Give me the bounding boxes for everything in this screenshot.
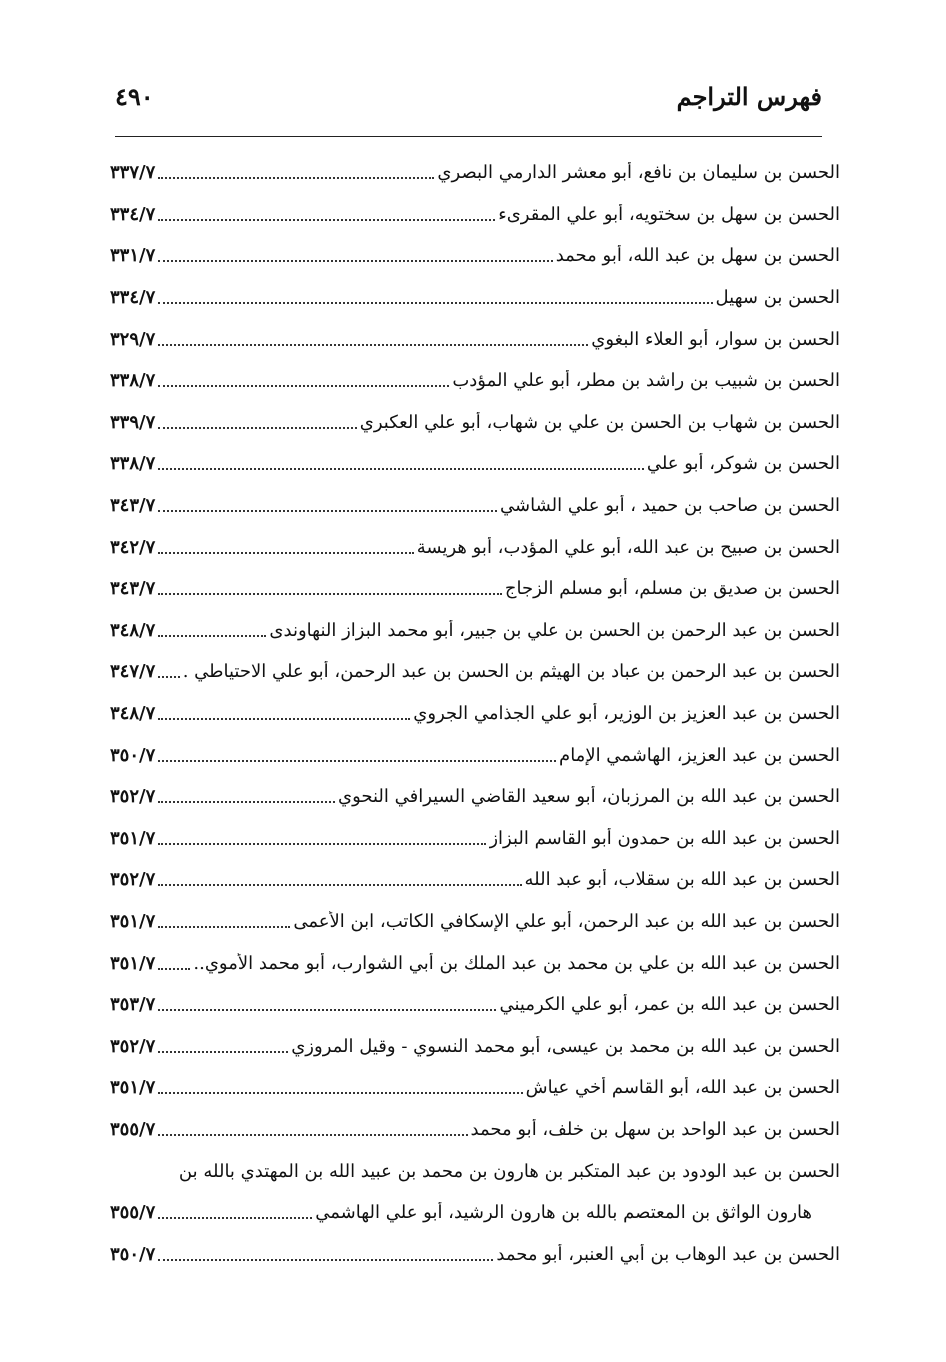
entry-reference: ٣٤٨/٧	[110, 703, 156, 725]
index-entry	[110, 610, 840, 652]
index-entry	[110, 1025, 840, 1067]
index-entry	[110, 1150, 840, 1192]
leader-dots	[158, 967, 190, 970]
leader-dots	[158, 467, 644, 470]
entry-reference: ٣٥٥/٧	[110, 1118, 156, 1140]
entry-name: الحسن بن صديق بن مسلم، أبو مسلم الزجاج	[504, 578, 840, 600]
entry-name: الحسن بن عبد الله، أبو القاسم أخي عياش	[525, 1077, 840, 1099]
entry-name: الحسن بن عبد الوهاب بن أبي العنبر، أبو محمد	[496, 1243, 840, 1265]
leader-dots	[158, 1258, 493, 1261]
index-entry	[110, 734, 840, 776]
leader-dots	[158, 675, 179, 678]
entry-reference: ٣٥٠/٧	[110, 744, 156, 766]
index-entry	[110, 568, 840, 610]
entry-name: الحسن بن عبد الله بن علي بن محمد بن عبد الملك بن أبي الشوارب، أبو محمد الأموي..	[193, 952, 840, 974]
entry-reference: ٣٣٨/٧	[110, 370, 156, 392]
leader-dots	[158, 592, 502, 595]
page-number: ٤٩٠	[115, 82, 154, 111]
page-header	[115, 82, 822, 122]
index-entry	[110, 776, 840, 818]
entry-reference: ٣٤٣/٧	[110, 495, 156, 517]
leader-dots	[158, 759, 556, 762]
index-entry	[110, 693, 840, 735]
leader-dots	[158, 551, 414, 554]
entry-name: الحسن بن شبيب بن راشد بن مطر، أبو علي المؤدب	[452, 370, 840, 392]
entry-reference: ٣٣٨/٧	[110, 453, 156, 475]
entry-reference: ٣٥٣/٧	[110, 994, 156, 1016]
entry-reference: ٣٣٤/٧	[110, 203, 156, 225]
entry-name: الحسن بن شهاب بن الحسن بن علي بن شهاب، أبو علي العكبري	[359, 411, 840, 433]
index-list	[110, 152, 840, 1275]
entry-name: هارون الواثق بن المعتصم بالله بن هارون الرشيد، أبو علي الهاشمي	[315, 1202, 812, 1224]
entry-name: الحسن بن عبد الله بن عبد الرحمن، أبو علي الإسكافي الكاتب، ابن الأعمى	[293, 910, 840, 932]
entry-name: الحسن بن صاحب بن حميد ، أبو علي الشاشي	[500, 495, 840, 517]
leader-dots	[158, 800, 335, 803]
index-entry	[110, 942, 840, 984]
leader-dots	[158, 925, 290, 928]
index-entry	[110, 318, 840, 360]
index-entry	[110, 402, 840, 444]
leader-dots	[158, 343, 588, 346]
index-entry	[110, 485, 840, 527]
entry-name: الحسن بن عبد الله بن عمر، أبو علي الكرميني	[499, 994, 840, 1016]
leader-dots	[158, 1050, 288, 1053]
index-entry	[110, 277, 840, 319]
leader-dots	[158, 1008, 496, 1011]
index-entry	[110, 1233, 840, 1275]
entry-reference: ٣٤٨/٧	[110, 619, 156, 641]
entry-reference: ٣٥١/٧	[110, 1077, 156, 1099]
entry-name: الحسن بن سوار، أبو العلاء البغوي	[591, 328, 840, 350]
entry-name: الحسن بن صبيح بن عبد الله، أبو علي المؤدب، أبو هريسة	[416, 536, 840, 558]
leader-dots	[158, 1091, 522, 1094]
entry-reference: ٣٥١/٧	[110, 910, 156, 932]
index-entry	[110, 526, 840, 568]
index-entry	[110, 1192, 840, 1234]
leader-dots	[158, 634, 266, 637]
leader-dots	[158, 717, 410, 720]
leader-dots	[158, 176, 434, 179]
entry-reference: ٣٤٧/٧	[110, 661, 156, 683]
leader-dots	[158, 883, 521, 886]
entry-reference: ٣٥١/٧	[110, 827, 156, 849]
header-divider	[115, 136, 822, 137]
entry-name: الحسن بن عبد الله بن سقلاب، أبو عبد الله	[524, 869, 840, 891]
entry-name: الحسن بن عبد الله بن المرزبان، أبو سعيد القاضي السيرافي النحوي	[337, 786, 840, 808]
leader-dots	[158, 842, 486, 845]
entry-reference: ٣٥١/٧	[110, 952, 156, 974]
entry-name: الحسن بن عبد الرحمن بن الحسن بن علي بن جبير، أبو محمد البزاز النهاوندى	[269, 619, 840, 641]
entry-name: الحسن بن عبد الله بن حمدون أبو القاسم البزاز	[489, 827, 840, 849]
index-entry	[110, 360, 840, 402]
entry-name: الحسن بن عبد العزيز، الهاشمي الإمام	[559, 744, 840, 766]
entry-reference: ٣٥٢/٧	[110, 1035, 156, 1057]
entry-name: الحسن بن عبد العزيز بن الوزير، أبو علي الجذامي الجروي	[413, 703, 840, 725]
index-entry	[110, 651, 840, 693]
entry-name: الحسن بن عبد الرحمن بن عباد بن الهيثم بن الحسن بن عبد الرحمن، أبو علي الاحتياطي .	[182, 661, 840, 683]
entry-reference: ٣٣٧/٧	[110, 162, 156, 184]
leader-dots	[158, 1133, 467, 1136]
index-entry	[110, 443, 840, 485]
entry-name: الحسن بن عبد الواحد بن سهل بن خلف، أبو محمد	[470, 1118, 840, 1140]
entry-reference: ٣٥٢/٧	[110, 786, 156, 808]
index-entry	[110, 235, 840, 277]
leader-dots	[158, 384, 449, 387]
entry-name: الحسن بن سهيل	[715, 287, 840, 309]
index-entry	[110, 1109, 840, 1151]
entry-name: الحسن بن سليمان بن نافع، أبو معشر الدارمي البصري	[437, 162, 840, 184]
entry-name: الحسن بن سهل بن سختويه، أبو علي المقرىء	[498, 203, 840, 225]
entry-reference: ٣٤٣/٧	[110, 578, 156, 600]
entry-reference: ٣٢٩/٧	[110, 328, 156, 350]
index-entry	[110, 194, 840, 236]
entry-reference: ٣٣١/٧	[110, 245, 156, 267]
entry-name: الحسن بن عبد الله بن محمد بن عيسى، أبو محمد النسوي - وقيل المروزي	[291, 1035, 840, 1057]
entry-name: الحسن بن سهل بن عبد الله، أبو محمد	[555, 245, 840, 267]
entry-reference: ٣٥٢/٧	[110, 869, 156, 891]
entry-reference: ٣٥٥/٧	[110, 1202, 156, 1224]
index-entry	[110, 1067, 840, 1109]
entry-reference: ٣٣٤/٧	[110, 287, 156, 309]
leader-dots	[158, 301, 712, 304]
entry-reference: ٣٤٢/٧	[110, 536, 156, 558]
index-entry	[110, 152, 840, 194]
entry-reference: ٣٣٩/٧	[110, 411, 156, 433]
index-entry	[110, 859, 840, 901]
leader-dots	[158, 259, 552, 262]
entry-reference: ٣٥٠/٧	[110, 1243, 156, 1265]
index-entry	[110, 818, 840, 860]
leader-dots	[158, 426, 357, 429]
leader-dots	[158, 1216, 312, 1219]
leader-dots	[158, 509, 497, 512]
index-entry	[110, 901, 840, 943]
page-title: فهرس التراجم	[676, 82, 822, 111]
leader-dots	[158, 218, 495, 221]
index-entry	[110, 984, 840, 1026]
entry-name: الحسن بن عبد الودود بن عبد المتكبر بن هارون بن محمد بن عبيد الله بن المهتدي بالله بن	[178, 1160, 840, 1182]
entry-name: الحسن بن شوكر، أبو علي	[646, 453, 840, 475]
